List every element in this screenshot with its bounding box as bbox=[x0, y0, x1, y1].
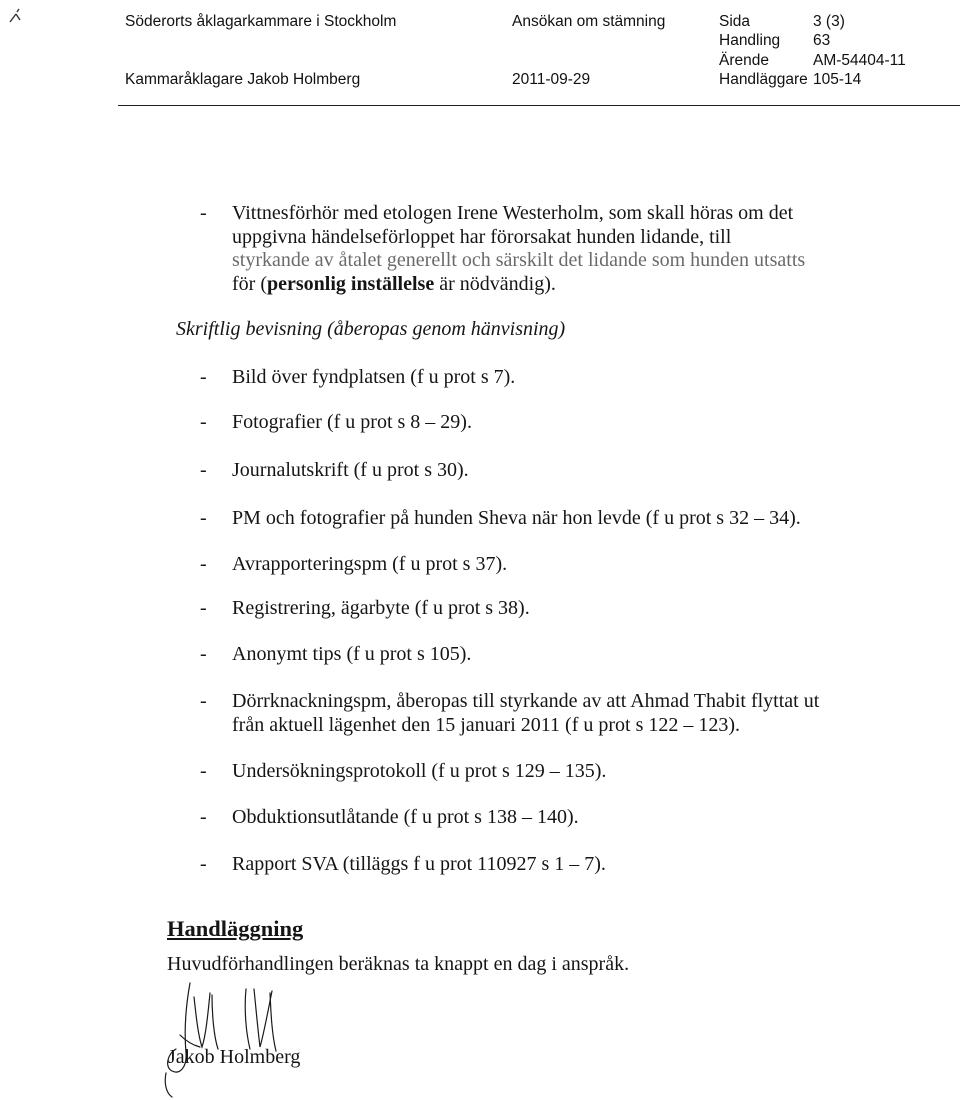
list-item bbox=[200, 411, 860, 435]
header-divider bbox=[118, 105, 960, 106]
meta-value-arende: AM-54404-11 bbox=[813, 52, 906, 69]
meta-label-arende: Ärende bbox=[719, 52, 769, 69]
list-dash: - bbox=[200, 411, 207, 433]
list-dash: - bbox=[200, 553, 207, 575]
signer-name: Jakob Holmberg bbox=[168, 1046, 301, 1068]
meta-value-handlaggare: 105-14 bbox=[813, 71, 862, 88]
list-item bbox=[200, 643, 860, 667]
witness-line-1: Vittnesförhör med etologen Irene Westerholm, som skall höras om det bbox=[232, 202, 794, 224]
list-item-text: Anonymt tips (f u prot s 105). bbox=[232, 643, 472, 665]
witness-line-4 bbox=[232, 273, 860, 297]
list-item bbox=[200, 507, 860, 531]
handlaggning-title: Handläggning bbox=[167, 916, 304, 941]
list-item-text: Journalutskrift (f u prot s 30). bbox=[232, 459, 469, 481]
stray-mark-icon bbox=[0, 0, 40, 30]
list-item-text: Registrering, ägarbyte (f u prot s 38). bbox=[232, 597, 530, 619]
list-item-text: PM och fotografier på hunden Sheva när hon levde (f u prot s 32 – 34). bbox=[232, 507, 801, 529]
list-item-text: Avrapporteringspm (f u prot s 37). bbox=[232, 553, 508, 575]
header-date: 2011-09-29 bbox=[512, 71, 591, 88]
list-dash: - bbox=[200, 853, 207, 875]
handwritten-signature-icon bbox=[150, 975, 310, 1100]
witness-line-2: uppgivna händelseförloppet har förorsakat hunden lidande, till bbox=[232, 225, 732, 248]
list-dash: - bbox=[200, 366, 207, 388]
meta-value-page: 3 (3) bbox=[813, 13, 845, 30]
list-dash: - bbox=[200, 459, 207, 481]
list-item bbox=[200, 690, 860, 737]
list-dash: - bbox=[200, 597, 207, 619]
header-doc-title: Ansökan om stämning bbox=[512, 13, 666, 30]
list-item bbox=[200, 459, 860, 483]
list-dash: - bbox=[200, 643, 207, 665]
list-item-text: Dörrknackningspm, åberopas till styrkande av att Ahmad Thabit flyttat ut från aktuell lägenhet den 15 januari 2011 (f u prot s 122 – 123). bbox=[232, 690, 820, 736]
witness-item bbox=[200, 202, 860, 296]
list-dash: - bbox=[200, 760, 207, 782]
list-item bbox=[200, 853, 860, 877]
list-item bbox=[200, 366, 860, 390]
meta-label-page: Sida bbox=[719, 13, 751, 30]
header-prosecutor: Kammaråklagare Jakob Holmberg bbox=[125, 71, 361, 88]
list-dash: - bbox=[200, 690, 207, 712]
list-item-text: Obduktionsutlåtande (f u prot s 138 – 140). bbox=[232, 806, 579, 828]
list-item bbox=[200, 597, 860, 621]
list-item bbox=[200, 806, 860, 830]
list-item-text: Undersökningsprotokoll (f u prot s 129 – 135). bbox=[232, 760, 607, 782]
list-item bbox=[200, 553, 860, 577]
written-evidence-heading: Skriftlig bevisning (åberopas genom hänvisning) bbox=[176, 318, 566, 340]
list-item-text: Fotografier (f u prot s 8 – 29). bbox=[232, 411, 472, 433]
list-item-text: Bild över fyndplatsen (f u prot s 7). bbox=[232, 366, 516, 388]
meta-label-handlaggare: Handläggare bbox=[719, 71, 808, 88]
list-dash: - bbox=[200, 202, 207, 224]
handlaggning-text: Huvudförhandlingen beräknas ta knappt en dag i anspråk. bbox=[167, 953, 630, 975]
list-dash: - bbox=[200, 806, 207, 828]
witness-line-4-post: är nödvändig). bbox=[434, 272, 556, 295]
header-office: Söderorts åklagarkammare i Stockholm bbox=[125, 13, 397, 30]
witness-line-4-bold: personlig inställelse bbox=[266, 272, 435, 295]
list-item bbox=[200, 760, 860, 784]
list-item-text: Rapport SVA (tilläggs f u prot 110927 s 1 – 7). bbox=[232, 853, 606, 875]
meta-label-handling: Handling bbox=[719, 32, 781, 49]
meta-value-handling: 63 bbox=[813, 32, 831, 49]
witness-line-3: styrkande av åtalet generellt och särskilt det lidande som hunden utsatts bbox=[232, 249, 806, 271]
list-dash: - bbox=[200, 507, 207, 529]
witness-line-4-pre: för ( bbox=[232, 272, 267, 295]
